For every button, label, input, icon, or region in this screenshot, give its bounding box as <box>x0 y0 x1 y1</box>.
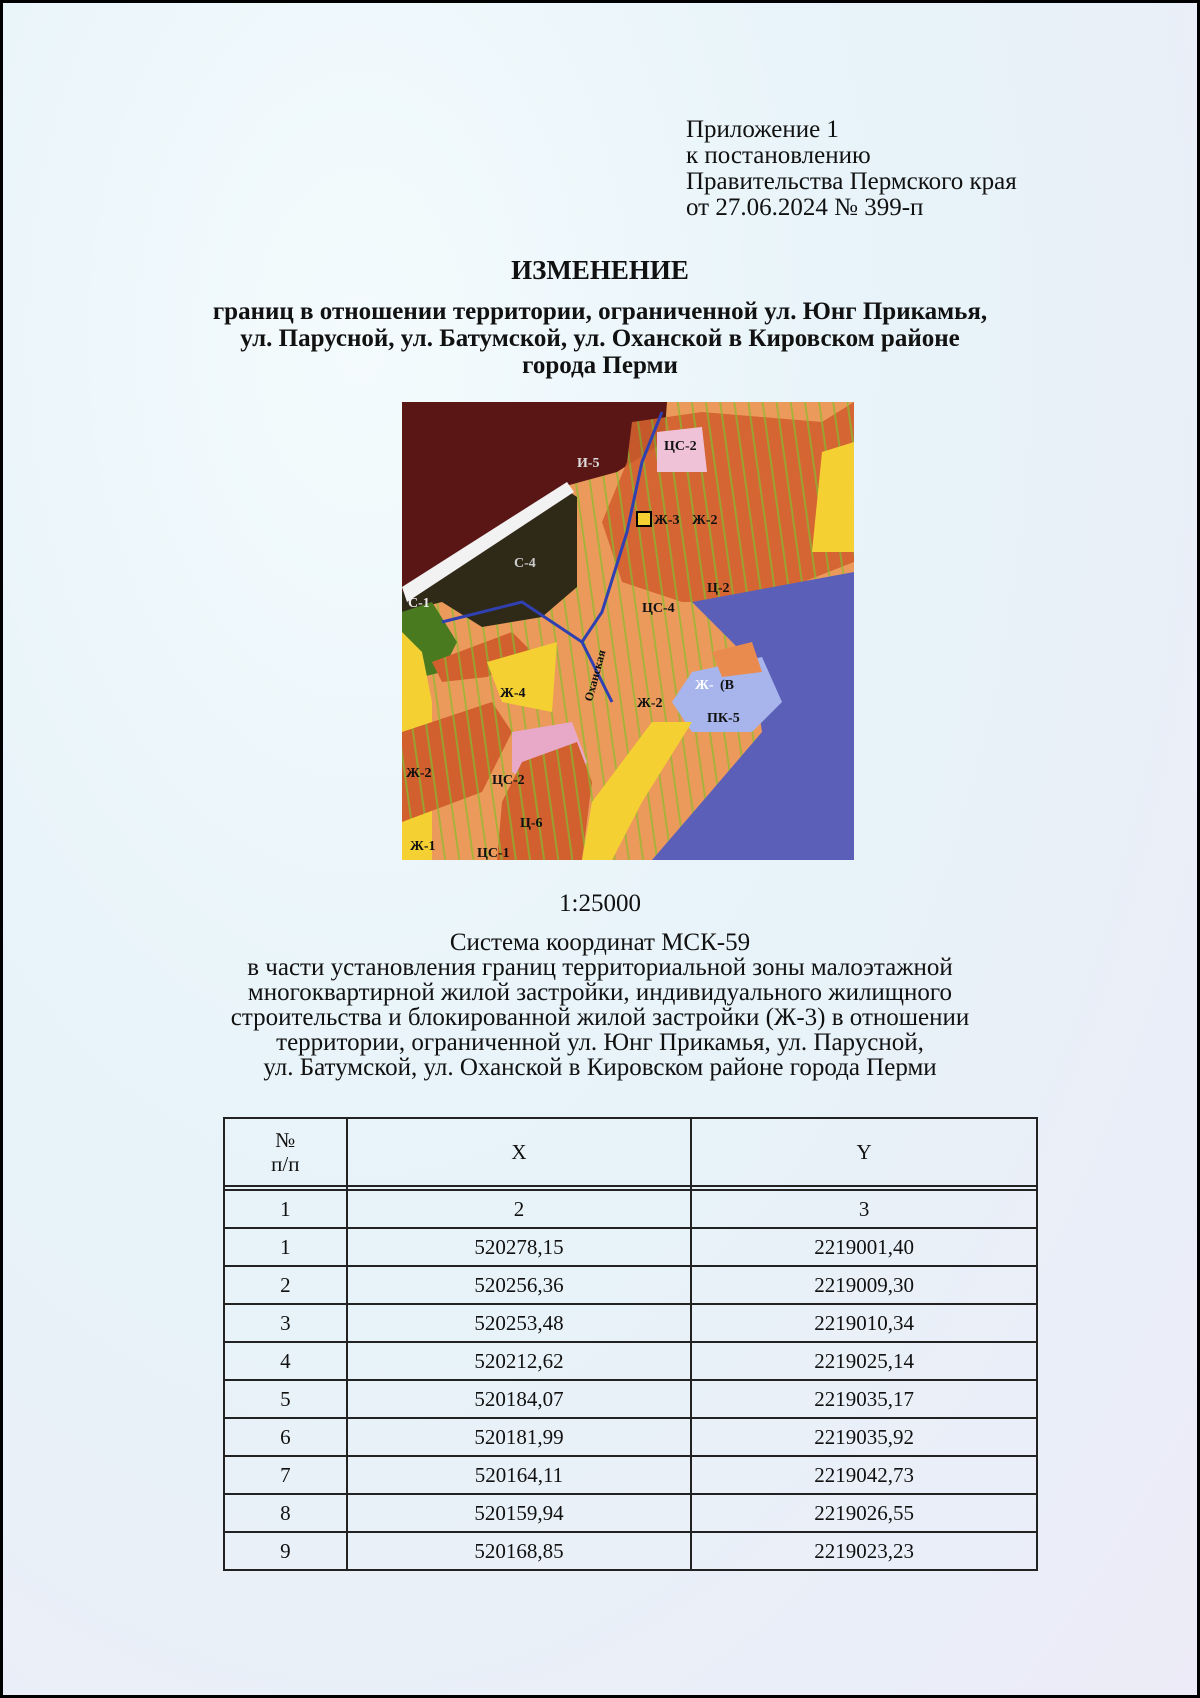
table-row <box>224 1228 1037 1266</box>
header-number-abbr: п/п <box>271 1152 300 1176</box>
x-coordinate-cell: 520164,11 <box>347 1456 692 1494</box>
dense-zone-d <box>602 402 854 602</box>
map-label: Ж-3 <box>654 513 680 528</box>
table-row <box>224 1342 1037 1380</box>
x-coordinate-cell: 520181,99 <box>347 1418 692 1456</box>
row-number-cell: 3 <box>224 1304 347 1342</box>
map-label: Ж-2 <box>637 696 663 711</box>
x-coordinate-cell: 520159,94 <box>347 1494 692 1532</box>
row-number-cell: 5 <box>224 1380 347 1418</box>
map-label: ЦС-2 <box>664 439 697 454</box>
subtitle-line: ул. Парусной, ул. Батумской, ул. Оханской в Кировском районе <box>240 325 960 352</box>
table-row <box>224 1532 1037 1570</box>
map-label: С-4 <box>514 556 536 571</box>
x-coordinate-cell: 520256,36 <box>347 1266 692 1304</box>
x-coordinate-cell: 520184,07 <box>347 1380 692 1418</box>
map-label: Ж-2 <box>406 766 432 781</box>
map-label: ЦС-2 <box>492 773 525 788</box>
y-coordinate-cell: 2219023,23 <box>691 1532 1037 1570</box>
y-coordinate-cell: 2219009,30 <box>691 1266 1037 1304</box>
document-subtitle <box>0 298 1200 379</box>
row-number-cell: 7 <box>224 1456 347 1494</box>
table-header-row <box>224 1118 1037 1186</box>
column-header-number <box>224 1118 347 1186</box>
y-coordinate-cell: 2219042,73 <box>691 1456 1037 1494</box>
row-number-cell: 8 <box>224 1494 347 1532</box>
table-row <box>224 1380 1037 1418</box>
coordinate-description <box>0 930 1200 1080</box>
subtitle-line: города Перми <box>522 352 678 379</box>
coordinates-table <box>223 1117 1038 1571</box>
row-number-cell: 6 <box>224 1418 347 1456</box>
map-label: Ж-4 <box>500 686 526 701</box>
map-label: ЦС-1 <box>477 846 510 860</box>
description-line: ул. Батумской, ул. Оханской в Кировском районе города Перми <box>263 1054 937 1081</box>
table-row <box>224 1494 1037 1532</box>
description-line: Система координат МСК-59 <box>449 929 751 956</box>
row-number-cell: 2 <box>224 1266 347 1304</box>
map-label: Ж- <box>695 678 714 693</box>
column-number: 3 <box>691 1190 1037 1228</box>
y-coordinate-cell: 2219010,34 <box>691 1304 1037 1342</box>
map-label: С-1 <box>408 596 430 611</box>
description-line: в части установления границ территориальной зоны малоэтажной <box>247 954 953 981</box>
map-label: Ц-6 <box>520 816 543 831</box>
column-numbering-row <box>224 1190 1037 1228</box>
column-header-y: Y <box>691 1118 1037 1186</box>
appendix-line: Правительства Пермского края <box>686 168 1017 195</box>
street-label: Оханская <box>581 648 609 703</box>
column-header-x: X <box>347 1118 692 1186</box>
map-label: Ц-2 <box>707 581 730 596</box>
row-number-cell: 9 <box>224 1532 347 1570</box>
description-line: строительства и блокированной жилой застройки (Ж-3) в отношении <box>230 1004 970 1031</box>
map-label: Ж-2 <box>692 513 718 528</box>
document-title: ИЗМЕНЕНИЕ <box>511 255 689 285</box>
x-coordinate-cell: 520253,48 <box>347 1304 692 1342</box>
map-label: И-5 <box>577 456 600 471</box>
y-coordinate-cell: 2219035,17 <box>691 1380 1037 1418</box>
table-row <box>224 1418 1037 1456</box>
appendix-line: к постановлению <box>686 142 871 169</box>
map-label: Ж-1 <box>410 839 436 854</box>
map-label: ЦС-4 <box>642 601 675 616</box>
column-number: 1 <box>224 1190 347 1228</box>
map-label: ПК-5 <box>707 711 740 726</box>
appendix-line: Приложение 1 <box>686 116 839 143</box>
appendix-header <box>686 117 1017 221</box>
x-coordinate-cell: 520168,85 <box>347 1532 692 1570</box>
table-row <box>224 1456 1037 1494</box>
map-label: (В <box>720 678 734 693</box>
x-coordinate-cell: 520278,15 <box>347 1228 692 1266</box>
y-coordinate-cell: 2219035,92 <box>691 1418 1037 1456</box>
x-coordinate-cell: 520212,62 <box>347 1342 692 1380</box>
zh3-marker <box>637 512 651 526</box>
zoning-map <box>402 402 854 860</box>
description-line: территории, ограниченной ул. Юнг Прикамья, ул. Парусной, <box>276 1029 924 1056</box>
y-coordinate-cell: 2219001,40 <box>691 1228 1037 1266</box>
y-coordinate-cell: 2219025,14 <box>691 1342 1037 1380</box>
appendix-line: от 27.06.2024 № 399-п <box>686 194 924 221</box>
y-coordinate-cell: 2219026,55 <box>691 1494 1037 1532</box>
header-number-sign: № <box>275 1128 296 1152</box>
column-number: 2 <box>347 1190 692 1228</box>
row-number-cell: 4 <box>224 1342 347 1380</box>
subtitle-line: границ в отношении территории, ограниченной ул. Юнг Прикамья, <box>212 298 988 325</box>
description-line: многоквартирной жилой застройки, индивидуального жилищного <box>247 979 953 1006</box>
table-row <box>224 1304 1037 1342</box>
table-row <box>224 1266 1037 1304</box>
map-scale: 1:25000 <box>559 890 641 917</box>
row-number-cell: 1 <box>224 1228 347 1266</box>
